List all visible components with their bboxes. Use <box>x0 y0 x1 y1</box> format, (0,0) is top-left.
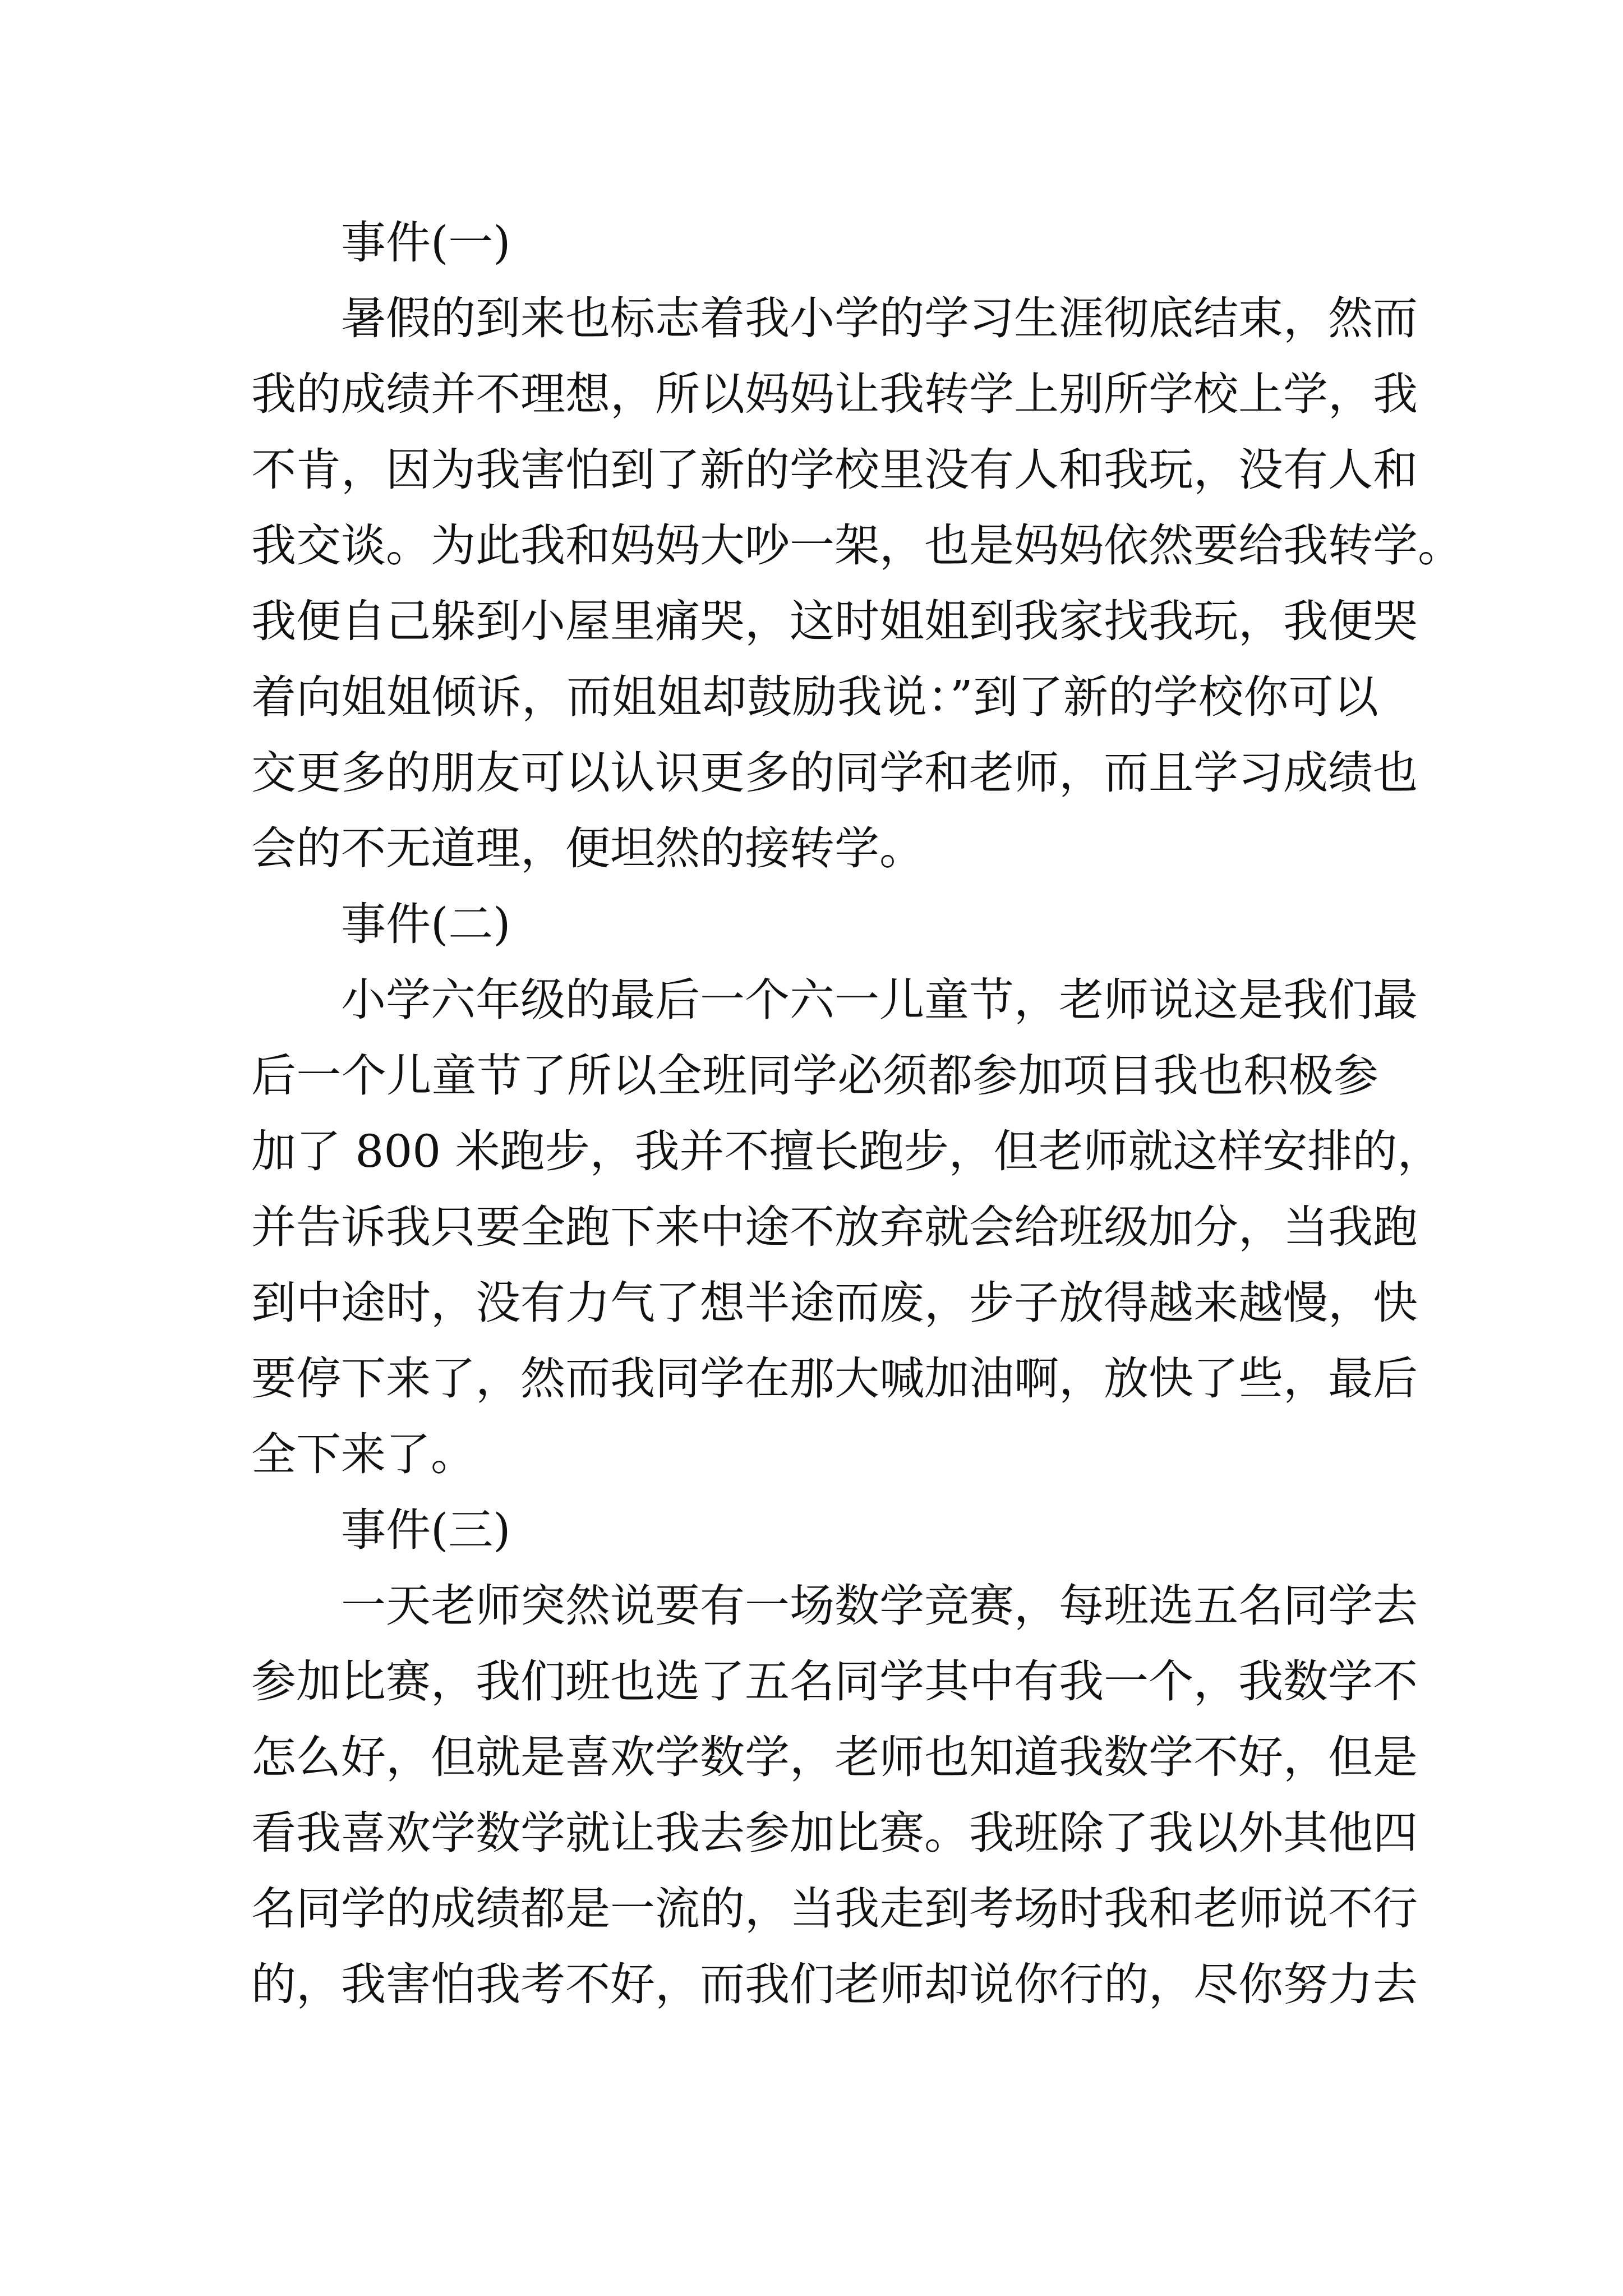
document-body <box>251 205 1463 2022</box>
paragraph-line: 我的成绩并不理想，所以妈妈让我转学上别所学校上学，我 <box>251 368 1418 420</box>
paragraph-line: 并告诉我只要全跑下来中途不放弃就会给班级加分，当我跑 <box>251 1201 1418 1253</box>
paragraph-line: 会的不无道理，便坦然的接转学。 <box>251 822 924 875</box>
paragraph-line: 到中途时，没有力气了想半途而废，步子放得越来越慢，快 <box>251 1277 1418 1329</box>
paragraph-line: 着向姐姐倾诉，而姐姐却鼓励我说：”到了新的学校你可以 <box>251 671 1378 723</box>
paragraph-line: 不肯，因为我害怕到了新的学校里没有人和我玩，没有人和 <box>251 444 1418 496</box>
section-heading: 事件(一) <box>341 217 511 269</box>
section-heading: 事件(三) <box>341 1504 511 1556</box>
paragraph-line: 加了 800 米跑步，我并不擅长跑步，但老师就这样安排的， <box>251 1125 1442 1177</box>
paragraph-line: 看我喜欢学数学就让我去参加比赛。我班除了我以外其他四 <box>251 1807 1418 1859</box>
paragraph-line: 全下来了。 <box>251 1428 476 1480</box>
paragraph-line: 后一个儿童节了所以全班同学必须都参加项目我也积极参 <box>251 1050 1378 1102</box>
paragraph-line: 要停下来了，然而我同学在那大喊加油啊，放快了些，最后 <box>251 1352 1418 1405</box>
paragraph-line: 的，我害怕我考不好，而我们老师却说你行的，尽你努力去 <box>251 1958 1418 2010</box>
paragraph-line: 参加比赛，我们班也选了五名同学其中有我一个，我数学不 <box>251 1655 1418 1708</box>
paragraph-line: 一天老师突然说要有一场数学竞赛，每班选五名同学去 <box>341 1580 1418 1632</box>
paragraph-line: 我便自己躲到小屋里痛哭，这时姐姐到我家找我玩，我便哭 <box>251 595 1418 647</box>
paragraph-line: 小学六年级的最后一个六一儿童节，老师说这是我们最 <box>341 974 1418 1026</box>
paragraph-line: 暑假的到来也标志着我小学的学习生涯彻底结束，然而 <box>341 292 1418 344</box>
paragraph-line: 交更多的朋友可以认识更多的同学和老师，而且学习成绩也 <box>251 747 1418 799</box>
section-heading: 事件(二) <box>341 898 511 950</box>
paragraph-line: 名同学的成绩都是一流的，当我走到考场时我和老师说不行 <box>251 1883 1418 1935</box>
paragraph-line: 怎么好，但就是喜欢学数学，老师也知道我数学不好，但是 <box>251 1731 1418 1783</box>
paragraph-line: 我交谈。为此我和妈妈大吵一架，也是妈妈依然要给我转学。 <box>251 519 1463 572</box>
